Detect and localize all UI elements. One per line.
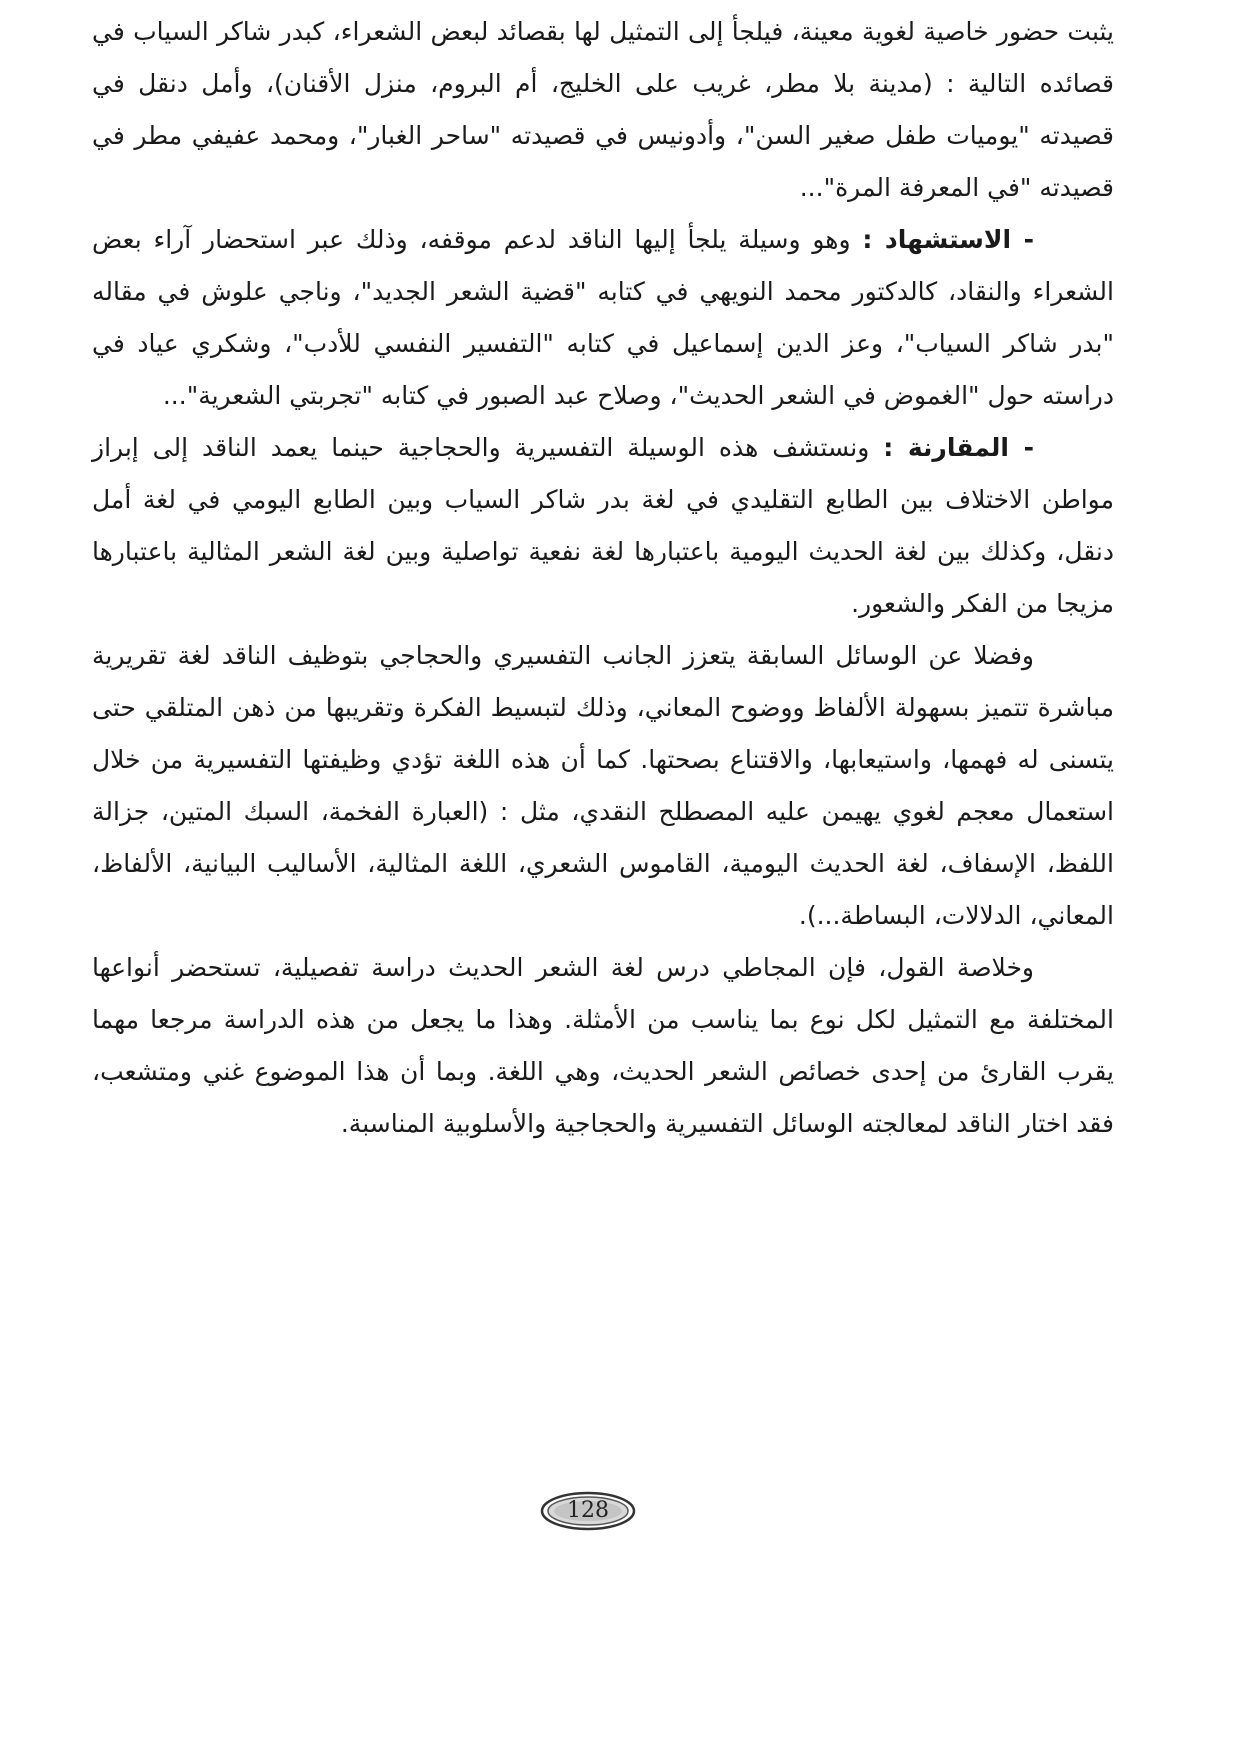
page-number-badge	[540, 1491, 636, 1531]
paragraph-examples-continuation	[92, 6, 1114, 214]
paragraph-text: وفضلا عن الوسائل السابقة يتعزز الجانب التفسيري والحجاجي بتوظيف الناقد لغة تقريرية مباشرة تتميز بسهولة الألفاظ ووضوح المعاني، وذلك لتبسيط الفكرة وتقريبها من ذهن المتلقي حتى يتسنى له فهمها، واستيعابها، والاقتناع بصحتها. كما أن هذه اللغة تؤدي وظيفتها التفسيرية من خلال استعمال معجم لغوي يهيمن عليه المصطلح النقدي، مثل : (العبارة الفخمة، السبك المتين، جزالة اللفظ، الإسفاف، لغة الحديث اليومية، القاموس الشعري، اللغة المثالية، الأساليب البيانية، الألفاظ، المعاني، الدلالات، البساطة...).	[92, 641, 1114, 930]
paragraph-text: ونستشف هذه الوسيلة التفسيرية والحجاجية حينما يعمد الناقد إلى إبراز مواطن الاختلاف بين الطابع التقليدي في لغة بدر شاكر السياب وبين الطابع اليومي في لغة أمل دنقل، وكذلك بين لغة الحديث اليومية باعتبارها لغة نفعية تواصلية وبين لغة الشعر المثالية باعتبارها مزيجا من الفكر والشعور.	[92, 433, 1114, 618]
paragraph-text: وهو وسيلة يلجأ إليها الناقد لدعم موقفه، وذلك عبر استحضار آراء بعض الشعراء والنقاد، كالدكتور محمد النويهي في كتابه "قضية الشعر الجديد"، وناجي علوش في مقاله "بدر شاكر السياب"، وعز الدين إسماعيل في كتابه "التفسير النفسي للأدب"، وشكري عياد في دراسته حول "الغموض في الشعر الحديث"، وصلاح عبد الصبور في كتابه "تجربتي الشعرية"...	[92, 225, 1114, 410]
paragraph-direct-language	[92, 630, 1114, 942]
paragraph-text: وخلاصة القول، فإن المجاطي درس لغة الشعر الحديث دراسة تفصيلية، تستحضر أنواعها المختلفة مع التمثيل لكل نوع بما يناسب من الأمثلة. وهذا ما يجعل من هذه الدراسة مرجعا مهما يقرب القارئ من إحدى خصائص الشعر الحديث، وهي اللغة. وبما أن هذا الموضوع غني ومتشعب، فقد اختار الناقد لمعالجته الوسائل التفسيرية والحجاجية والأسلوبية المناسبة.	[92, 953, 1114, 1138]
term-heading-comparison: - المقارنة :	[883, 433, 1034, 462]
paragraph-text: يثبت حضور خاصية لغوية معينة، فيلجأ إلى التمثيل لها بقصائد لبعض الشعراء، كبدر شاكر السياب في قصائده التالية : (مدينة بلا مطر، غريب على الخليج، أم البروم، منزل الأقنان)، وأمل دنقل في قصيدته "يوميات طفل صغير السن"، وأدونيس في قصيدته "ساحر الغبار"، ومحمد عفيفي مطر في قصيدته "في المعرفة المرة"...	[92, 17, 1114, 202]
paragraph-comparison	[92, 422, 1114, 630]
page-number: 128	[567, 1498, 609, 1523]
page-body	[92, 6, 1114, 1150]
paragraph-citation	[92, 214, 1114, 422]
paragraph-conclusion	[92, 942, 1114, 1150]
term-heading-citation: - الاستشهاد :	[862, 225, 1034, 254]
